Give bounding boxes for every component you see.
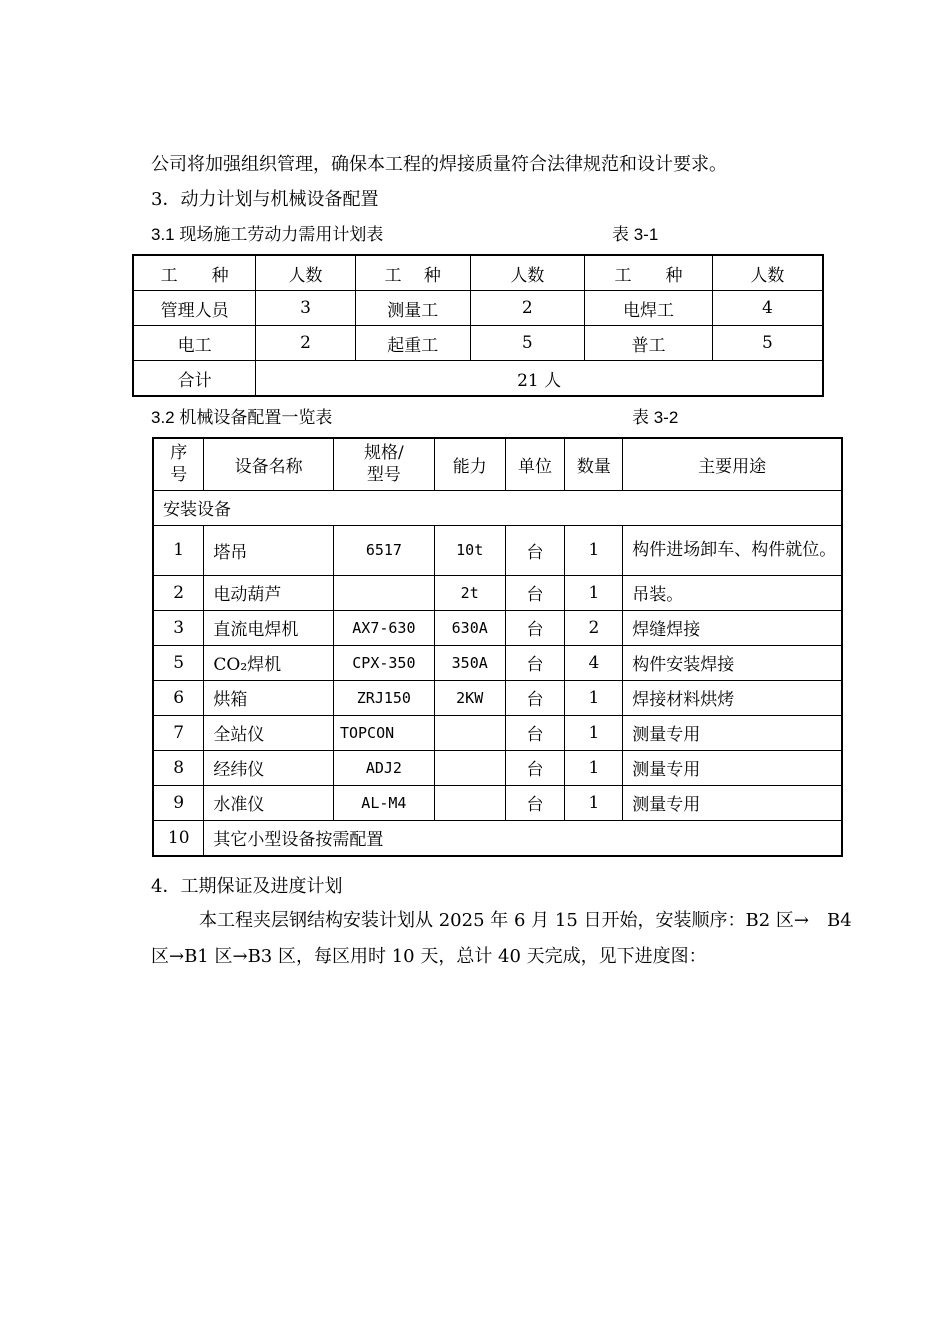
header-unit: 单位 [505, 438, 565, 490]
header-capacity: 能力 [434, 438, 505, 490]
cell-qty: 1 [565, 785, 623, 820]
cell-unit: 台 [505, 680, 565, 715]
cell-use: 焊缝焊接 [623, 610, 842, 645]
table-cell: 2 [256, 326, 356, 361]
cell-name: 塔吊 [204, 525, 334, 575]
cell-unit: 台 [505, 610, 565, 645]
header-name: 设备名称 [204, 438, 334, 490]
header-qty: 数量 [565, 438, 623, 490]
cell-qty: 1 [565, 715, 623, 750]
table-header-row [153, 438, 842, 490]
table-row [153, 715, 842, 750]
header-spec-line1: 规格/ [364, 443, 404, 464]
table-row [153, 750, 842, 785]
group-label: 安装设备 [153, 490, 842, 525]
table-row [153, 820, 842, 856]
cell-no: 7 [153, 715, 204, 750]
header-spec [333, 438, 434, 490]
cell-note: 其它小型设备按需配置 [204, 820, 842, 856]
cell-capacity [434, 750, 505, 785]
table-2-label: 表 3-2 [632, 408, 679, 427]
total-row [133, 361, 823, 397]
cell-qty: 1 [565, 525, 623, 575]
cell-use: 吊装。 [623, 575, 842, 610]
cell-unit: 台 [505, 750, 565, 785]
cell-capacity: 350A [434, 645, 505, 680]
header-cell: 人数 [256, 255, 356, 291]
table-cell: 电工 [133, 326, 256, 361]
cell-qty: 1 [565, 575, 623, 610]
table-row [133, 291, 823, 326]
header-spec-line2: 型号 [366, 465, 401, 486]
cell-capacity [434, 715, 505, 750]
cell-unit: 台 [505, 645, 565, 680]
header-no-line2: 号 [170, 465, 188, 486]
cell-capacity: 2KW [434, 680, 505, 715]
cell-no: 2 [153, 575, 204, 610]
cell-name: 全站仪 [204, 715, 334, 750]
header-no [153, 438, 204, 490]
cell-no: 8 [153, 750, 204, 785]
cell-capacity: 2t [434, 575, 505, 610]
cell-spec: AL-M4 [333, 785, 434, 820]
cell-qty: 4 [565, 645, 623, 680]
table-cell: 管理人员 [133, 291, 256, 326]
cell-spec [333, 575, 434, 610]
cell-qty: 2 [565, 610, 623, 645]
table-row [153, 525, 842, 575]
cell-use: 测量专用 [623, 750, 842, 785]
cell-name: CO₂焊机 [204, 645, 334, 680]
table-cell: 5 [470, 326, 585, 361]
table-2-title: 3.2 机械设备配置一览表 [151, 408, 333, 427]
section-4-heading: 4．工期保证及进度计划 [151, 876, 343, 897]
cell-no: 6 [153, 680, 204, 715]
cell-spec: ZRJ150 [333, 680, 434, 715]
table-row [153, 610, 842, 645]
intro-paragraph: 公司将加强组织管理，确保本工程的焊接质量符合法律规范和设计要求。 [151, 154, 727, 175]
cell-no: 1 [153, 525, 204, 575]
schedule-paragraph-line2: 区→B1 区→B3 区，每区用时 10 天，总计 40 天完成，见下进度图： [151, 946, 707, 967]
cell-spec: CPX-350 [333, 645, 434, 680]
cell-no: 9 [153, 785, 204, 820]
cell-use: 测量专用 [623, 785, 842, 820]
cell-unit: 台 [505, 525, 565, 575]
header-cell: 工 种 [133, 255, 256, 291]
cell-no: 10 [153, 820, 204, 856]
table-1-label: 表 3-1 [612, 225, 659, 244]
header-cell: 人数 [712, 255, 823, 291]
cell-spec: TOPCON [333, 715, 434, 750]
table-1-title: 3.1 现场施工劳动力需用计划表 [151, 225, 384, 244]
header-use: 主要用途 [623, 438, 842, 490]
header-cell: 工 种 [355, 255, 470, 291]
cell-name: 直流电焊机 [204, 610, 334, 645]
table-row [153, 575, 842, 610]
cell-name: 水准仪 [204, 785, 334, 820]
section-3-heading: 3．动力计划与机械设备配置 [151, 189, 379, 210]
table-row [153, 785, 842, 820]
table-row [133, 326, 823, 361]
cell-qty: 1 [565, 680, 623, 715]
table-cell: 5 [712, 326, 823, 361]
schedule-paragraph-line1: 本工程夹层钢结构安装计划从 2025 年 6 月 15 日开始，安装顺序：B2 区→ B4 [199, 910, 852, 931]
table-cell: 2 [470, 291, 585, 326]
table-cell: 起重工 [355, 326, 470, 361]
group-row [153, 490, 842, 525]
cell-unit: 台 [505, 575, 565, 610]
cell-use: 焊接材料烘烤 [623, 680, 842, 715]
table-row [153, 680, 842, 715]
cell-use: 构件安装焊接 [623, 645, 842, 680]
table-cell: 普工 [585, 326, 713, 361]
table-cell: 测量工 [355, 291, 470, 326]
cell-spec: 6517 [333, 525, 434, 575]
cell-name: 电动葫芦 [204, 575, 334, 610]
cell-capacity [434, 785, 505, 820]
header-no-line1: 序 [170, 443, 188, 464]
cell-qty: 1 [565, 750, 623, 785]
cell-capacity: 10t [434, 525, 505, 575]
cell-name: 经纬仪 [204, 750, 334, 785]
equipment-table [152, 437, 843, 857]
cell-spec: AX7-630 [333, 610, 434, 645]
table-header-row [133, 255, 823, 291]
total-label: 合计 [133, 361, 256, 397]
table-cell: 4 [712, 291, 823, 326]
total-value: 21 人 [256, 361, 823, 397]
cell-use: 构件进场卸车、构件就位。 [623, 525, 842, 575]
table-cell: 3 [256, 291, 356, 326]
cell-no: 5 [153, 645, 204, 680]
header-cell: 工 种 [585, 255, 713, 291]
cell-no: 3 [153, 610, 204, 645]
table-cell: 电焊工 [585, 291, 713, 326]
cell-unit: 台 [505, 785, 565, 820]
cell-capacity: 630A [434, 610, 505, 645]
cell-spec: ADJ2 [333, 750, 434, 785]
labor-plan-table [132, 254, 824, 397]
cell-name: 烘箱 [204, 680, 334, 715]
header-cell: 人数 [470, 255, 585, 291]
table-row [153, 645, 842, 680]
cell-use: 测量专用 [623, 715, 842, 750]
cell-unit: 台 [505, 715, 565, 750]
